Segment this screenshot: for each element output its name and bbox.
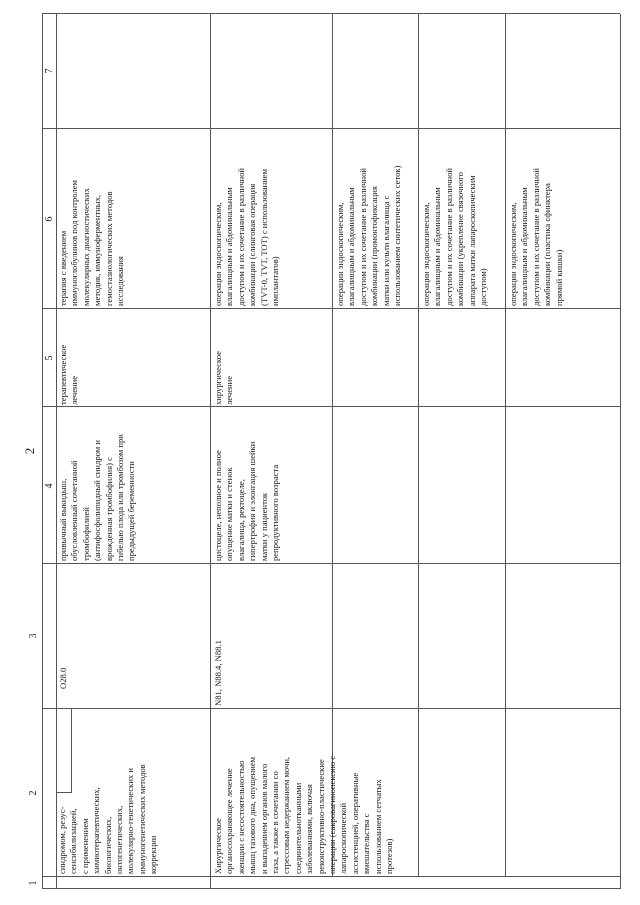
table-border-bottom	[620, 14, 621, 889]
table-border-right	[42, 13, 620, 14]
column-divider	[42, 308, 620, 309]
row2-icd-codes: N81, N88.4, N88.1	[213, 640, 223, 706]
column-number-6: 6	[44, 216, 55, 222]
row2-treatment-method-2: операции эндоскопическим, влагалищным и абдоминальным доступом и их сочетание в различной комбинации (промонтофиксация матки или культи влагалища с использованием синтетических сеток)	[335, 165, 403, 306]
rotated-table-page	[20, 14, 620, 889]
column-divider	[42, 563, 620, 564]
row1-diagnosis: привычный выкидыш, обусловленный сочетанной тромбофилией (антифосфолипидный синдром и врожденная тромбофилия) с гибелью плода или тромбозом при предыдущей беременности	[58, 434, 137, 561]
column-number-1: 1	[28, 880, 39, 886]
column-number-4: 4	[44, 483, 55, 489]
column-number-3: 3	[28, 633, 39, 639]
row2-diagnosis: цистоцеле, неполное и полное опущение матки и стенок влагалища, ректоцеле, гипертрофия и элонгация шейки матки у пациенток репродуктивного возраста	[213, 441, 281, 561]
row1-treatment-method: терапия с введением иммуноглобулинов под контролем молекулярных диагностических методик, иммуноферментных, гемостазиологических методов исследования	[58, 180, 126, 306]
column-divider	[42, 708, 620, 709]
column-divider	[42, 128, 620, 129]
column-number-5: 5	[44, 355, 55, 361]
page-number: 2	[22, 447, 37, 455]
row2-treatment-method-4: операции эндоскопическим, влагалищным и абдоминальным доступом и их сочетание в различной комбинации (пластика сфинктера прямой кишки)	[508, 167, 564, 306]
subrow-divider	[418, 14, 419, 877]
row1-icd-code: O28.0	[58, 667, 68, 689]
row2-method-name: Хирургическое органосохраняющее лечение женщин с несостоятельностью мышц тазового дна, опущением и выпадением органов малого таза, а также в сочетании со стрессовым недержанием мочи, соединительнотканными заболеваниями, включая реконструктивно-пластические операции (сакровагинопексию с лапароскопической ассистенцией, оперативные вмешательства с использованием сетчатых протезов)	[213, 755, 395, 874]
row2-treatment-type: хирургическое лечение	[213, 351, 235, 405]
row2-treatment-method-3: операции эндоскопическим, влагалищным и абдоминальным доступом и их сочетание в различной комбинации (укрепление связочного аппарата матки лапароскопическим доступом)	[421, 167, 489, 306]
row1-treatment-type: терапевтическое лечение	[58, 344, 80, 405]
column-number-2: 2	[28, 790, 39, 796]
row2-treatment-method-1: операции эндоскопическим, влагалищным и абдоминальным доступом и их сочетание в различной комбинации (слинговая операция (TVT-0, TVT, TOT) с использованием имплантатов)	[213, 167, 281, 306]
row-divider	[210, 14, 211, 889]
row1-method-name: синдромом, резус- сенсибилизацией, с применением химиотерапевтических, биологических, онтогенетических, молекулярно-генетических и иммуногенетических методов коррекции	[57, 764, 159, 874]
column-divider	[42, 876, 620, 877]
column-number-7: 7	[44, 68, 55, 74]
table-border-left	[42, 888, 620, 889]
subrow-divider	[505, 14, 506, 877]
table-border-top	[42, 14, 43, 889]
column-divider	[42, 406, 620, 407]
